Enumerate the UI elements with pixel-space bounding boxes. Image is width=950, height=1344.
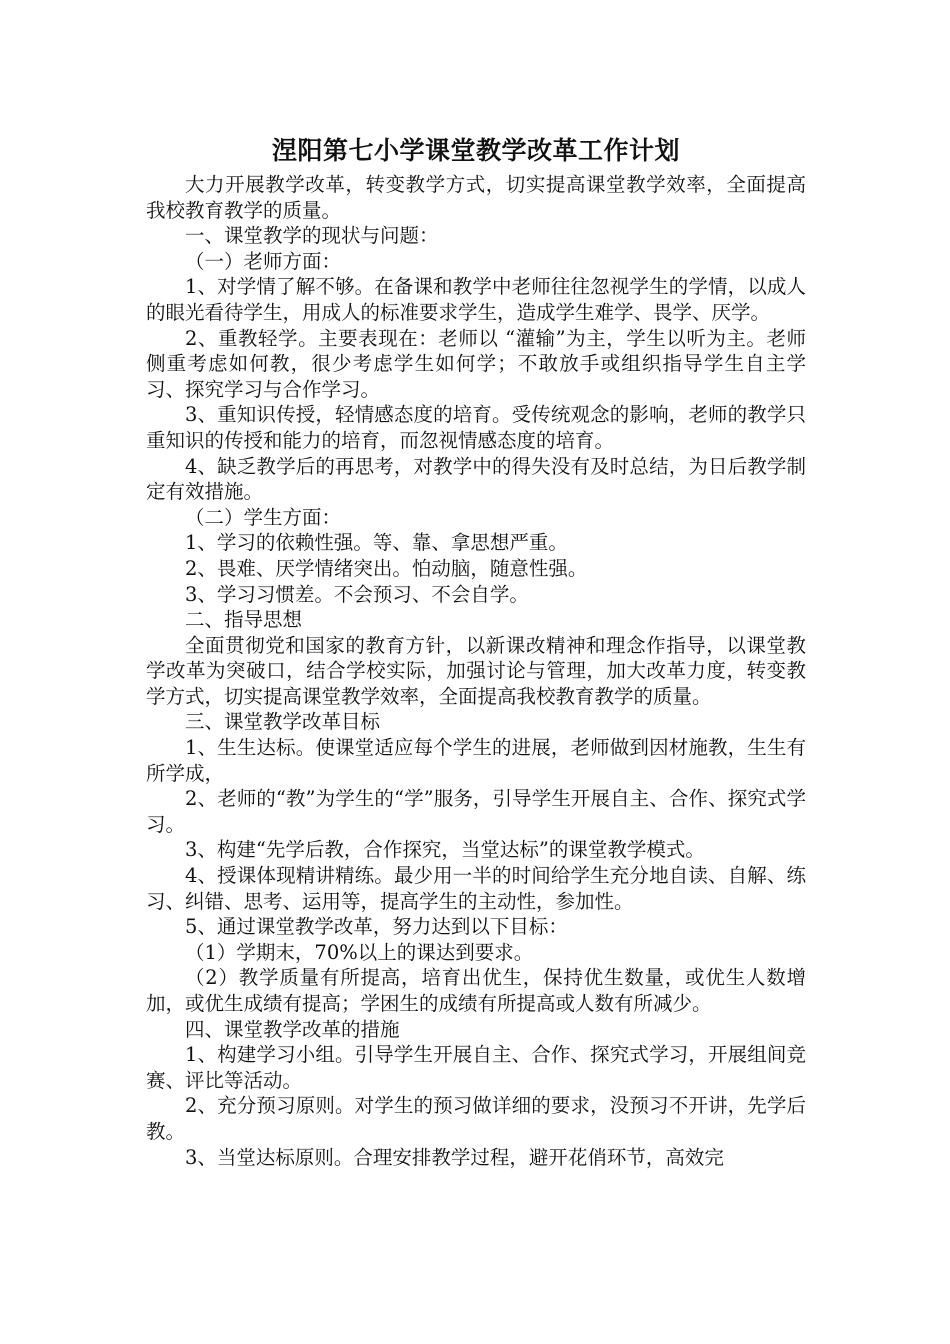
paragraph-teacher-issue-4: 4、缺乏教学后的再思考，对教学中的得失没有及时总结，为日后教学制定有效措施。 [146, 454, 806, 504]
paragraph-student-issue-1: 1、学习的依赖性强。等、靠、拿思想严重。 [185, 531, 568, 555]
heading-section-2: 二、指导思想 [185, 608, 303, 632]
paragraph-student-issue-2: 2、畏难、厌学情绪突出。怕动脑，随意性强。 [185, 556, 588, 580]
paragraph-teacher-issue-3: 3、重知识传授，轻情感态度的培育。受传统观念的影响，老师的教学只重知识的传授和能力的培育，而忽视情感态度的培育。 [146, 403, 806, 452]
paragraph-measure-1: 1、构建学习小组。引导学生开展自主、合作、探究式学习，开展组间竞赛、评比等活动。 [146, 1043, 806, 1092]
paragraph-goal-5-item-1: （1）学期末，70%以上的课达到要求。 [185, 940, 534, 964]
paragraph-student-issue-3: 3、学习习惯差。不会预习、不会自学。 [185, 582, 529, 606]
paragraph-goal-3: 3、构建“先学后教，合作探究，当堂达标”的课堂教学模式。 [185, 838, 705, 862]
heading-section-1: 一、课堂教学的现状与问题： [185, 224, 439, 248]
paragraph-measure-2: 2、充分预习原则。对学生的预习做详细的要求，没预习不开讲，先学后教。 [146, 1094, 806, 1143]
paragraph-measure-3: 3、当堂达标原则。合理安排教学过程，避开花俏环节，高效完 [185, 1145, 724, 1169]
paragraph-teacher-issue-2: 2、重教轻学。主要表现在：老师以 “灌输”为主，学生以听为主。老师侧重考虑如何教，很少考虑学生如何学；不敢放手或组织指导学生自主学习、探究学习与合作学习。 [146, 326, 806, 401]
document-title: 涅阳第七小学课堂教学改革工作计划 [271, 136, 680, 165]
subheading-students: （二）学生方面： [185, 505, 342, 529]
paragraph-teacher-issue-1: 1、对学情了解不够。在备课和教学中老师往往忽视学生的学情，以成人的眼光看待学生，用成人的标准要求学生，造成学生难学、畏学、厌学。 [146, 275, 806, 324]
document-page [146, 134, 806, 1170]
heading-section-3: 三、课堂教学改革目标 [185, 710, 381, 734]
paragraph-goal-5: 5、通过课堂教学改革，努力达到以下目标： [185, 915, 568, 939]
paragraph-goal-5-item-2: （2）教学质量有所提高，培育出优生，保持优生数量，或优生人数增加，或优生成绩有提高；学困生的成绩有所提高或人数有所减少。 [146, 966, 806, 1015]
paragraph-guiding-ideology: 全面贯彻党和国家的教育方针，以新课改精神和理念作指导，以课堂教学改革为突破口，结合学校实际，加强讨论与管理，加大改革力度，转变教学方式，切实提高课堂教学效率，全面提高我校教育教学的质量。 [146, 633, 806, 708]
paragraph-goal-4: 4、授课体现精讲精练。最少用一半的时间给学生充分地自读、自解、练习、纠错、思考、运用等，提高学生的主动性，参加性。 [146, 864, 806, 913]
heading-section-4: 四、课堂教学改革的措施 [185, 1017, 400, 1041]
paragraph-intro: 大力开展教学改革，转变教学方式，切实提高课堂教学效率，全面提高我校教育教学的质量。 [146, 173, 806, 222]
paragraph-goal-2: 2、老师的“教”为学生的“学”服务，引导学生开展自主、合作、探究式学习。 [146, 787, 806, 836]
subheading-teachers: （一）老师方面： [185, 249, 342, 273]
paragraph-goal-1: 1、生生达标。使课堂适应每个学生的进展，老师做到因材施教，生生有所学成， [146, 736, 806, 785]
